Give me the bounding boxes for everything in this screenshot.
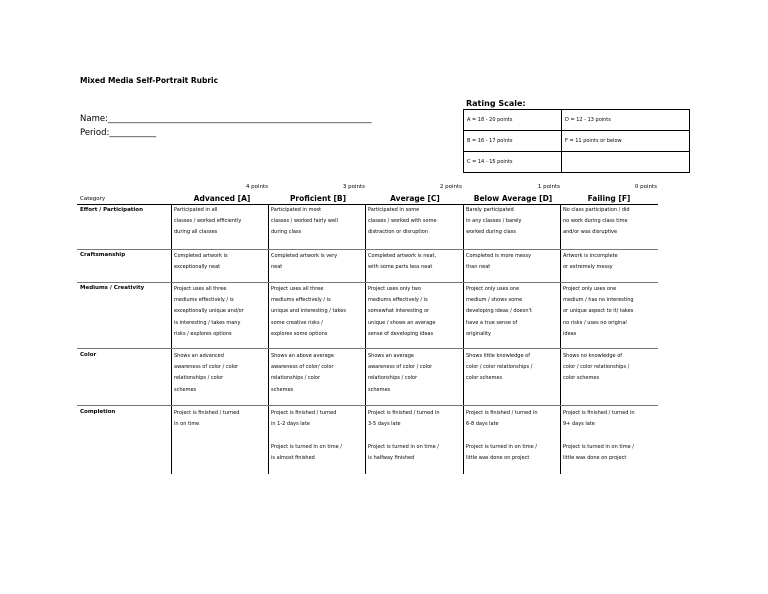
rubric-cell: Project uses all three mediums effectively / is exceptionally unique and/or is interesting / takes many risks / explores options — [174, 286, 244, 337]
column-heading-average: Average [C] — [390, 194, 440, 203]
rating-scale-cell — [562, 152, 690, 173]
rubric-cell: Project is finished / turned in 6-8 days late Project is turned in on time / little was done on project — [466, 410, 538, 461]
rubric-cell: Barely participated in any classes / barely worked during class — [466, 207, 522, 236]
rating-scale-row — [464, 131, 690, 152]
rating-scale-row — [464, 110, 690, 131]
rubric-cell: Completed artwork is very neat — [271, 253, 338, 271]
rubric-cell: Project uses all three mediums effectively / is unique and interesting / takes some creative risks / explores some options — [271, 286, 346, 337]
points-label-proficient: 3 points — [342, 184, 365, 190]
column-divider — [560, 204, 561, 474]
rubric-cell: Participated in most classes / worked fairly well during class — [271, 207, 338, 236]
rubric-cell: Completed is more messy than neat — [466, 253, 532, 271]
points-label-advanced: 4 points — [245, 184, 268, 190]
category-color: Color — [80, 352, 97, 358]
rubric-cell: Project is finished / turned in 9+ days late Project is turned in on time / little was done on project — [563, 410, 635, 461]
category-completion: Completion — [80, 409, 116, 415]
rubric-cell: Project is finished / turned in 1-2 days late Project is turned in on time / is almost finished — [271, 410, 342, 461]
rating-scale-table — [463, 109, 690, 173]
column-divider — [463, 204, 464, 474]
category-effort-participation: Effort / Participation — [80, 207, 143, 213]
category-mediums-creativity: Mediums / Creativity — [80, 285, 145, 291]
points-label-below-average: 1 points — [537, 184, 560, 190]
rubric-cell: No class participation / did no work during class time and/or was disruptive — [563, 207, 630, 236]
period-field-label: Period:___________ — [80, 128, 157, 138]
rubric-cell: Shows an above average awareness of color/ color relationships / color schemes — [271, 353, 334, 393]
rating-scale-cell: A = 18 - 20 points — [464, 110, 562, 131]
row-divider — [77, 282, 658, 283]
points-label-failing: 0 points — [634, 184, 657, 190]
rubric-cell: Project is finished / turned in 3-5 days late Project is turned in on time / is halfway finished — [368, 410, 440, 461]
row-divider — [77, 348, 658, 349]
category-craftsmanship: Craftsmanship — [80, 252, 126, 258]
rubric-cell: Project only uses one medium / shows some developing ideas / doesn't have a true sense of originality — [466, 286, 532, 337]
rubric-cell: Completed artwork is exceptionally neat — [174, 253, 228, 271]
column-heading-below-average: Below Average [D] — [473, 194, 553, 203]
category-column-label: Category — [80, 196, 106, 202]
rating-scale-cell: D = 12 - 13 points — [562, 110, 690, 131]
rubric-cell: Shows an advanced awareness of color / color relationships / color schemes — [174, 353, 239, 393]
rating-scale-cell: F = 11 points or below — [562, 131, 690, 152]
page-title: Mixed Media Self-Portrait Rubric — [80, 76, 219, 85]
rating-scale-cell: B = 16 - 17 points — [464, 131, 562, 152]
rubric-cell: Artwork is incomplete or extremely messy — [563, 253, 618, 271]
rubric-cell: Shows little knowledge of color / color relationships / color schemes — [466, 353, 533, 382]
column-heading-failing: Failing [F] — [587, 194, 631, 203]
rating-scale-title: Rating Scale: — [466, 99, 526, 108]
points-label-average: 2 points — [439, 184, 462, 190]
rubric-cell: Shows an average awareness of color / color relationships / color schemes — [368, 353, 433, 393]
rubric-cell: Completed artwork is neat, with some parts less neat — [368, 253, 437, 271]
rating-scale-row — [464, 152, 690, 173]
column-heading-advanced: Advanced [A] — [193, 194, 251, 203]
rubric-cell: Participated in all classes / worked efficiently during all classes — [174, 207, 242, 236]
column-divider — [365, 204, 366, 474]
rubric-cell: Shows no knowledge of color / color relationships / color schemes — [563, 353, 630, 382]
row-divider — [77, 405, 658, 406]
rubric-cell: Project is finished / turned in on time — [174, 410, 240, 428]
rubric-cell: Participated in some classes / worked with some distraction or disruption — [368, 207, 437, 236]
row-divider — [77, 249, 658, 250]
column-divider — [268, 204, 269, 474]
column-divider — [171, 204, 172, 474]
column-heading-proficient: Proficient [B] — [289, 194, 347, 203]
rating-scale-cell: C = 14 - 15 points — [464, 152, 562, 173]
name-field-label: Name:______________________________________________________________ — [80, 114, 372, 124]
rubric-cell: Project only uses one medium / has no interesting or unique aspect to it/ takes no risks / uses no original ideas — [563, 286, 634, 337]
rubric-cell: Project uses only two mediums effectively / is somewhat interesting or unique / shows an average sense of developing ideas — [368, 286, 436, 337]
